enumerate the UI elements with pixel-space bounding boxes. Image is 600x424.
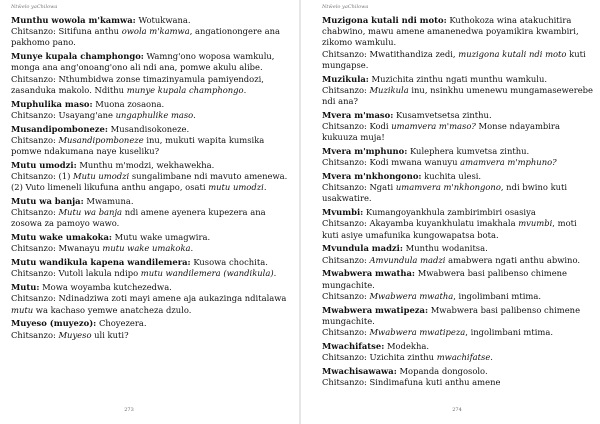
- example-text: , ingolimbani mtima.: [453, 290, 542, 301]
- example-text: Chitsanzo: Nthumbidwa zonse timazinyamula pamiyendozi, zasanduka makolo. Ndithu: [11, 73, 264, 95]
- entry-example: [322, 218, 594, 240]
- example-text: Chitsanzo: Ndinadziwa zoti mayi amene aja aukazinga nditalawa: [11, 293, 287, 304]
- example-text: Chitsanzo: Sitifuna anthu: [11, 26, 122, 37]
- book-gutter: [299, 0, 301, 424]
- example-emphasis: ungaphulike maso.: [115, 109, 196, 120]
- entry-term: Mvera m'nkhongono:: [322, 171, 422, 182]
- running-header: Ntŵelo yaChilowa: [11, 4, 58, 10]
- dictionary-entry: [11, 282, 293, 316]
- dictionary-entries: [11, 15, 293, 343]
- right-page: [302, 0, 600, 424]
- example-text: kuti mungapse.: [322, 48, 586, 70]
- example-text: Chitsanzo: Kodi mwana wanuyu: [322, 157, 461, 168]
- entry-term: Mvera m'mphuno:: [322, 146, 408, 157]
- example-text: Monse ndayambira kukuuza muja!: [322, 121, 560, 143]
- example-text: Chitsanzo: Sindimafuna kuti anthu amene: [322, 377, 501, 388]
- example-emphasis: umamvera m'maso?: [391, 121, 476, 132]
- entry-example: [322, 157, 594, 168]
- example-text: , moti kuti asiye umafunika kungowapatsa bota.: [322, 218, 577, 240]
- dictionary-entry: [11, 196, 293, 230]
- entry-headword-line: [322, 171, 594, 182]
- entry-term: Mutu wake umakoka:: [11, 232, 113, 243]
- entry-definition: Munthu wodanitsa.: [402, 243, 488, 254]
- dictionary-entry: [322, 171, 594, 205]
- example-emphasis: Musandipomboneze: [58, 134, 144, 145]
- entry-definition: Mwabwera basi palibenso chimene mungachite.: [322, 304, 581, 326]
- example-text: Chitsanzo: (1): [11, 171, 73, 182]
- example-text: .: [243, 84, 247, 95]
- example-text: Chitsanzo: Akayamba kuyankhulatu imakhala: [322, 218, 519, 229]
- dictionary-entry: [322, 243, 594, 265]
- entry-example: [322, 327, 594, 338]
- example-emphasis: mutu wake umakoka.: [102, 243, 194, 254]
- entry-term: Mutu:: [11, 282, 40, 293]
- entry-term: Mvumbi:: [322, 207, 364, 218]
- example-text: Chitsanzo:: [11, 134, 59, 145]
- example-text: amabwera ngati anthu abwino.: [445, 254, 581, 265]
- entry-headword-line: [322, 305, 594, 327]
- dictionary-entries: [322, 15, 594, 391]
- page-number: 273: [124, 407, 134, 413]
- example-text: , ndi bwino kuti usakwatire.: [322, 182, 568, 204]
- entry-definition: Munthu m'modzi, wekhawekha.: [76, 159, 215, 170]
- entry-term: Mutu umodzi:: [11, 159, 77, 170]
- entry-example: [11, 243, 293, 254]
- example-text: Chitsanzo:: [322, 290, 370, 301]
- dictionary-entry: [11, 232, 293, 254]
- example-text: uli kuti?: [91, 329, 129, 340]
- example-emphasis: munye kupala champhongo: [126, 84, 244, 95]
- dictionary-entry: [11, 160, 293, 194]
- dictionary-entry: [322, 207, 594, 241]
- example-text: sungalimbane ndi mavuto amenewa. (2) Vuto limeneli likufuna anthu angapo, osati: [11, 171, 288, 193]
- entry-example: [11, 110, 293, 121]
- entry-headword-line: [11, 232, 293, 243]
- example-text: inu, mukuti wapita kumsika pomwe ndakumana naye kuseliku?: [11, 134, 265, 157]
- example-emphasis: Mutu umodzi: [73, 171, 130, 182]
- entry-headword-line: [322, 366, 594, 377]
- example-emphasis: Mwabwera mwatha: [369, 290, 454, 301]
- entry-definition: Modekha.: [384, 340, 430, 351]
- entry-headword-line: [322, 146, 594, 157]
- dictionary-entry: [322, 305, 594, 339]
- entry-term: Muzikula:: [322, 73, 369, 84]
- entry-headword-line: [322, 15, 594, 49]
- entry-term: Mwachifatse:: [322, 340, 385, 351]
- entry-example: [11, 171, 293, 193]
- entry-headword-line: [11, 51, 293, 73]
- dictionary-entry: [322, 146, 594, 168]
- dictionary-entry: [322, 341, 594, 363]
- entry-headword-line: [322, 268, 594, 290]
- entry-example: [11, 268, 293, 279]
- example-emphasis: Mwabwera mwatipeza: [369, 327, 466, 338]
- dictionary-entry: [322, 15, 594, 71]
- entry-term: Munthu wowola m'kamwa:: [11, 15, 136, 25]
- example-emphasis: mutu wandilemera (wandikula).: [140, 268, 277, 279]
- entry-definition: Muona zosaona.: [92, 98, 165, 109]
- dictionary-entry: [322, 366, 594, 388]
- entry-definition: Wamng'ono woposa wamkulu, monga ana ang'onoang'ono ali ndi ana, pomwe akulu alibe.: [11, 51, 275, 73]
- example-text: , ingolimbani mtima.: [465, 327, 554, 338]
- example-text: .: [263, 182, 267, 193]
- entry-definition: Kusowa chochita.: [190, 257, 268, 268]
- entry-definition: Kusamvetsetsa zinthu.: [393, 109, 492, 120]
- entry-definition: kuchita ulesi.: [421, 171, 482, 182]
- entry-example: [322, 377, 594, 388]
- entry-definition: Muzichita zinthu ngati munthu wamkulu.: [368, 73, 548, 84]
- entry-definition: Kulephera kumvetsa zinthu.: [407, 146, 530, 157]
- entry-example: [11, 207, 293, 229]
- entry-example: [322, 352, 594, 363]
- example-emphasis: mwachifatse: [436, 352, 491, 363]
- entry-term: Musandipomboneze:: [11, 123, 108, 134]
- example-text: Chitsanzo:: [11, 207, 59, 218]
- example-emphasis: amamvera m'mphuno?: [460, 157, 557, 168]
- dictionary-entry: [322, 110, 594, 144]
- entry-definition: Mopanda dongosolo.: [396, 365, 488, 376]
- example-text: Chitsanzo: Ngati: [322, 182, 396, 193]
- entry-term: Muyeso (muyezo):: [11, 318, 97, 329]
- example-text: ndi amene ayenera kupezera ana zosowa za pamoyo wawo.: [11, 207, 266, 229]
- entry-headword-line: [11, 15, 293, 26]
- example-emphasis: muzigona kutali ndi moto: [458, 48, 567, 59]
- dictionary-entry: [11, 318, 293, 340]
- entry-headword-line: [11, 124, 293, 135]
- entry-example: [11, 293, 293, 315]
- entry-term: Muzigona kutali ndi moto:: [322, 15, 447, 25]
- entry-term: Munye kupala champhongo:: [11, 51, 144, 62]
- entry-headword-line: [11, 160, 293, 171]
- entry-headword-line: [322, 243, 594, 254]
- entry-headword-line: [11, 318, 293, 329]
- entry-definition: Mwamuna.: [83, 196, 134, 207]
- left-page: [0, 0, 298, 424]
- entry-definition: Kumangoyankhula zambirimbiri osasiya: [363, 207, 536, 218]
- entry-example: [322, 85, 594, 107]
- example-emphasis: umamvera m'nkhongono: [395, 182, 501, 193]
- entry-term: Mwabwera mwatha:: [322, 268, 416, 279]
- entry-term: Mwabwera mwatipeza:: [322, 304, 429, 315]
- example-text: , angationongere ana pakhomo pano.: [11, 26, 281, 48]
- entry-definition: Choyezera.: [96, 318, 147, 329]
- entry-term: Muphulika maso:: [11, 98, 93, 109]
- dictionary-entry: [11, 257, 293, 279]
- entry-example: [11, 135, 293, 157]
- example-text: Chitsanzo: Mwatithandiza zedi,: [322, 48, 459, 59]
- entry-headword-line: [322, 110, 594, 121]
- entry-example: [11, 26, 293, 48]
- entry-headword-line: [322, 74, 594, 85]
- dictionary-entry: [11, 99, 293, 121]
- example-emphasis: mutu umodzi: [208, 182, 264, 193]
- example-text: inu, nsinkhu umenewu mungamasewerebe ndi ana?: [322, 84, 593, 107]
- entry-term: Mvera m'maso:: [322, 109, 394, 120]
- entry-definition: Mwabwera basi palibenso chimene mungachite.: [322, 268, 568, 290]
- example-text: .: [490, 352, 493, 363]
- page-number: 274: [452, 407, 462, 413]
- example-emphasis: Mutu wa banja: [58, 207, 123, 218]
- entry-term: Mvundula madzi:: [322, 243, 403, 254]
- entry-definition: Mowa woyamba kutchezedwa.: [39, 282, 172, 293]
- entry-example: [322, 182, 594, 204]
- example-text: Chitsanzo: Mwanayu: [11, 243, 103, 254]
- example-text: Chitsanzo: Uzichita zinthu: [322, 352, 437, 363]
- example-text: Chitsanzo: Usayang'ane: [11, 109, 116, 120]
- entry-definition: Wotukwana.: [135, 15, 191, 25]
- entry-headword-line: [11, 99, 293, 110]
- example-emphasis: Muyeso: [58, 329, 92, 340]
- example-emphasis: Amvundula madzi: [369, 254, 446, 265]
- example-emphasis: Muzikula: [369, 84, 409, 95]
- example-text: wa kachaso yemwe anatcheza dzulo.: [33, 304, 192, 315]
- dictionary-entry: [11, 51, 293, 96]
- entry-definition: Kuthokoza wina atakuchitira chabwino, mawu amene amanenedwa poyamikira kwambiri, zikomo wamkulu.: [322, 15, 579, 48]
- entry-example: [11, 74, 293, 96]
- running-header: Ntŵelo yaChilowa: [322, 4, 369, 10]
- example-text: Chitsanzo:: [322, 327, 370, 338]
- entry-example: [322, 121, 594, 143]
- entry-headword-line: [11, 257, 293, 268]
- entry-headword-line: [322, 341, 594, 352]
- entry-definition: Musandisokoneze.: [107, 123, 190, 134]
- entry-term: Mutu wa banja:: [11, 196, 84, 207]
- entry-headword-line: [11, 196, 293, 207]
- entry-term: Mutu wandikula kapena wandilemera:: [11, 257, 191, 268]
- example-emphasis: mvumbi: [518, 218, 553, 229]
- example-emphasis: mutu: [11, 304, 34, 315]
- dictionary-entry: [11, 124, 293, 158]
- example-text: Chitsanzo:: [11, 329, 59, 340]
- dictionary-entry: [322, 268, 594, 302]
- example-text: Chitsanzo: Kodi: [322, 121, 392, 132]
- entry-example: [322, 255, 594, 266]
- example-emphasis: owola m'kamwa: [121, 26, 190, 37]
- entry-headword-line: [11, 282, 293, 293]
- example-text: Chitsanzo:: [322, 84, 370, 95]
- dictionary-entry: [322, 74, 594, 108]
- entry-term: Mwachisawawa:: [322, 365, 397, 376]
- entry-definition: Mutu wake umagwira.: [112, 232, 211, 243]
- entry-example: [322, 49, 594, 71]
- entry-headword-line: [322, 207, 594, 218]
- example-text: Chitsanzo:: [322, 254, 370, 265]
- example-text: Chitsanzo: Vutoli lakula ndipo: [11, 268, 141, 279]
- entry-example: [322, 291, 594, 302]
- dictionary-entry: [11, 15, 293, 49]
- entry-example: [11, 330, 293, 341]
